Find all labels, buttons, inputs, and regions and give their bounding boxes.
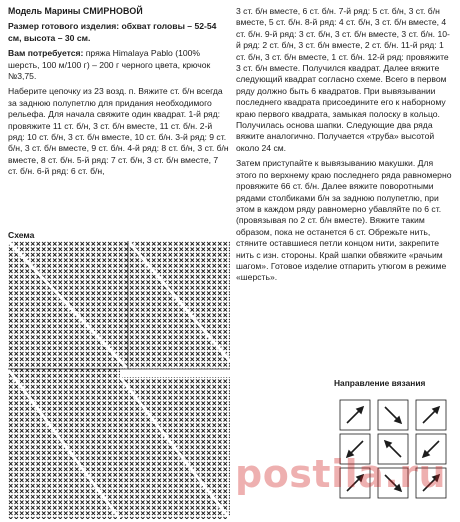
direction-title: Направление вязания [334,378,426,388]
materials-info [8,48,230,82]
materials-label: Вам потребуется: [8,48,84,59]
right-column [236,6,454,288]
size-info [8,21,230,44]
size-text: обхват головы – 52-54 см, высота – 30 см. [8,21,217,43]
crown-instructions: Затем приступайте к вывязыванию макушки. Для этого по верхнему краю последнего ряда равномерно провяжите 66 ст. б/н. Далее вяжите поворотными рядами столбиками б/н за заднюю полупетлю, при этом в каждом ряду равномерно убавляйте по 6 ст. (провязывая по 2 ст. б/н вместе). Вяжите таким образом, пока не останется 6 ст. Обрежьте нить, стяните оставшиеся петли концом нити, закрепите нить с изн. стороны. Край шапки обвяжите «рачьим шагом». Готовое изделие отпарить утюгом в режиме «шерсть». [236,158,452,283]
author-line [8,6,230,17]
materials-text: пряжа Himalaya Pablo (100% шерсть, 100 м/100 г) – 200 г черного цвета, крючок №3,75. [8,48,211,82]
instructions-paragraph: Наберите цепочку из 23 возд. п. Вяжите ст. б/н всегда за заднюю полупетлю для придания необходимого рельефа. Для начала свяжите один квадрат. 1-й ряд: провяжите 11 ст. б/н, 3 ст. б/н вместе, 11 ст. б/н. 2-й ряд: 10 ст. б/н, 3 ст. б/н вместе, 10 ст. б/н. 3-й ряд: 9 ст. б/н, 3 ст. б/н вместе, 9 ст. б/н. 4-й ряд: 8 ст. б/н, 3 ст. б/н вместе, 8 ст. б/н. 5-й ряд: 7 ст. б/н, 3 ст. б/н вместе, 7 ст. б/н. 6-й ряд: 6 ст. б/н, [8,86,229,177]
left-column [8,6,230,182]
crochet-scheme-diagram [8,241,230,519]
author-name: СМИРНОВОЙ [82,6,143,16]
watermark: postila.ru [235,452,447,496]
instructions-continued: 3 ст. б/н вместе, 6 ст. б/н. 7-й ряд: 5 ст. б/н, 3 ст. б/н вместе, 5 ст. б/н. 8-й ряд: 4 ст. б/н, 3 ст. б/н вместе, 4 ст. б/н. 9-й ряд: 3 ст. б/н, 3 ст. б/н вместе, 3 ст. б/н. 10-й ряд: 2 ст. б/н, 3 ст. б/н вместе, 2 ст. б/н. 11-й ряд: 1 ст. б/н, 3 ст. б/н вместе, 1 ст. б/н. 12-й ряд: провяжите 3 ст. б/н вместе. Получился квадрат. Далее вяжите следующий квадрат согласно схеме. Всего в первом ряду должно быть 6 квадратов. При вывязывании последнего квадрата присоедините его к наборному краю первого квадрата, замыкая полоску в кольцо. Получилась основа шапки. Следующие два ряда вяжите аналогично. Получается «труба» высотой около 24 см. [236,6,450,153]
author-prefix: Модель Марины [8,6,81,16]
scheme-title: Схема [8,230,35,240]
size-label: Размер готового изделия: [8,21,120,32]
